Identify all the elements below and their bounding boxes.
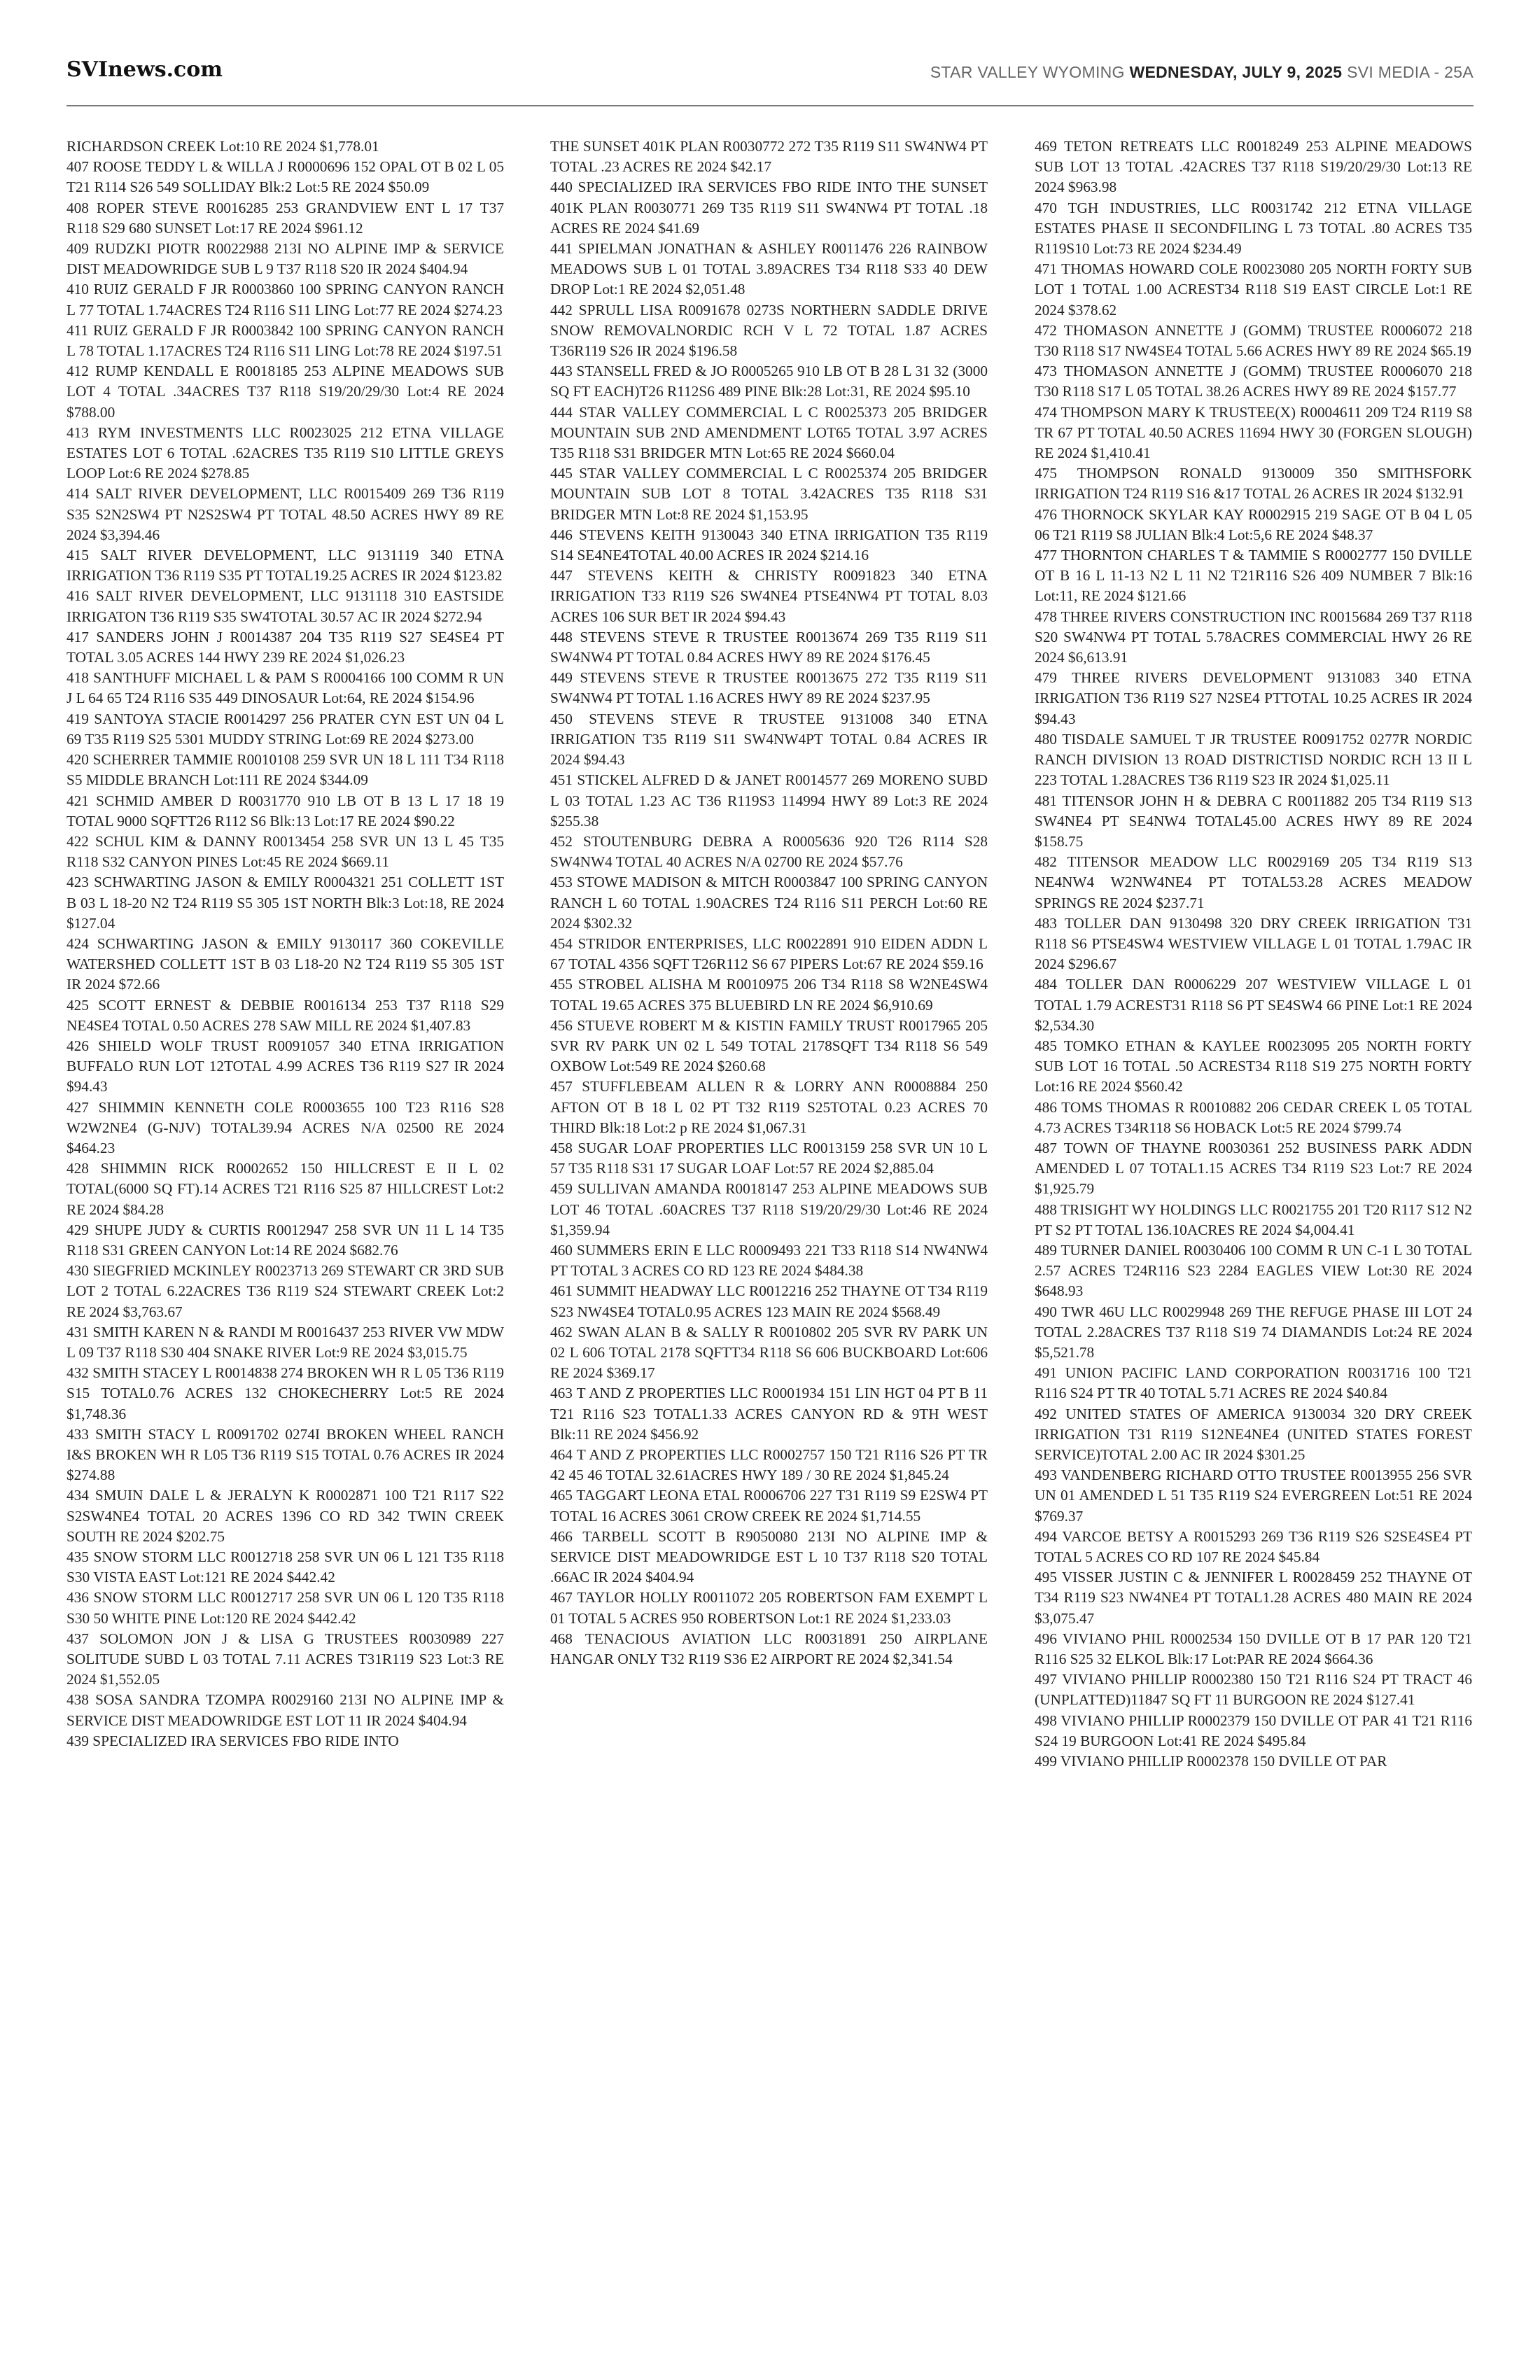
tax-entry: 498 VIVIANO PHILLIP R0002379 150 DVILLE OT PAR 41 T21 R116 S24 19 BURGOON Lot:41 RE 2024 $495.84 — [1035, 1712, 1472, 1749]
tax-entry: 415 SALT RIVER DEVELOPMENT, LLC 9131119 340 ETNA IRRIGATION T36 R119 S35 PT TOTAL19.25 ACRES IR 2024 $123.82 — [66, 547, 504, 584]
tax-entry: 426 SHIELD WOLF TRUST R0091057 340 ETNA IRRIGATION BUFFALO RUN LOT 12TOTAL 4.99 ACRES T36 R119 S27 IR 2024 $94.43 — [66, 1037, 504, 1096]
tax-entry: 451 STICKEL ALFRED D & JANET R0014577 269 MORENO SUBD L 03 TOTAL 1.23 AC T36 R119S3 114994 HWY 89 Lot:3 RE 2024 $255.38 — [550, 771, 988, 830]
tax-entry: 471 THOMAS HOWARD COLE R0023080 205 NORTH FORTY SUB LOT 1 TOTAL 1.00 ACREST34 R118 S19 EAST CIRCLE Lot:1 RE 2024 $378.62 — [1035, 260, 1472, 318]
tax-entry: 483 TOLLER DAN 9130498 320 DRY CREEK IRRIGATION T31 R118 S6 PTSE4SW4 WESTVIEW VILLAGE L 01 TOTAL 1.79AC IR 2024 $296.67 — [1035, 914, 1472, 973]
header-divider — [66, 105, 1474, 106]
tax-entry: 461 SUMMIT HEADWAY LLC R0012216 252 THAYNE OT T34 R119 S23 NW4SE4 TOTAL0.95 ACRES 123 MAIN RE 2024 $568.49 — [550, 1282, 988, 1320]
tax-entry: 446 STEVENS KEITH 9130043 340 ETNA IRRIGATION T35 R119 S14 SE4NE4TOTAL 40.00 ACRES IR 2024 $214.16 — [550, 526, 988, 564]
tax-entry: 441 SPIELMAN JONATHAN & ASHLEY R0011476 226 RAINBOW MEADOWS SUB L 01 TOTAL 3.89ACRES T34 R118 S33 40 DEW DROP Lot:1 RE 2024 $2,051.48 — [550, 240, 988, 298]
tax-entry: 450 STEVENS STEVE R TRUSTEE 9131008 340 ETNA IRRIGATION T35 R119 S11 SW4NW4PT TOTAL 0.84 ACRES IR 2024 $94.43 — [550, 710, 988, 769]
tax-entry: 414 SALT RIVER DEVELOPMENT, LLC R0015409 269 T36 R119 S35 S2N2SW4 PT N2S2SW4 PT TOTAL 48.50 ACRES HWY 89 RE 2024 $3,394.46 — [66, 485, 504, 543]
tax-entry: RICHARDSON CREEK Lot:10 RE 2024 $1,778.01 — [66, 138, 379, 155]
tax-entry: 433 SMITH STACY L R0091702 0274I BROKEN WHEEL RANCH I&S BROKEN WH R L05 T36 R119 S15 TOTAL 0.76 ACRES IR 2024 $274.88 — [66, 1425, 504, 1484]
tax-entry: 455 STROBEL ALISHA M R0010975 206 T34 R118 S8 W2NE4SW4 TOTAL 19.65 ACRES 375 BLUEBIRD LN RE 2024 $6,910.69 — [550, 976, 988, 1014]
tax-entry: 479 THREE RIVERS DEVELOPMENT 9131083 340 ETNA IRRIGATION T36 R119 S27 N2SE4 PTTOTAL 10.25 ACRES IR 2024 $94.43 — [1035, 669, 1472, 727]
tax-entry: 481 TITENSOR JOHN H & DEBRA C R0011882 205 T34 R119 S13 SW4NE4 PT SE4NW4 TOTAL45.00 ACRES HWY 89 RE 2024 $158.75 — [1035, 792, 1472, 850]
issue-date: WEDNESDAY, JULY 9, 2025 — [1129, 63, 1343, 81]
tax-entry: 419 SANTOYA STACIE R0014297 256 PRATER CYN EST UN 04 L 69 T35 R119 S25 5301 MUDDY STRING Lot:69 RE 2024 $273.00 — [66, 710, 504, 748]
tax-entry: 428 SHIMMIN RICK R0002652 150 HILLCREST E II L 02 TOTAL(6000 SQ FT).14 ACRES T21 R116 S25 87 HILLCREST Lot:2 RE 2024 $84.28 — [66, 1160, 504, 1218]
tax-entry: 434 SMUIN DALE L & JERALYN K R0002871 100 T21 R117 S22 S2SW4NE4 TOTAL 20 ACRES 1396 CO RD 342 TWIN CREEK SOUTH RE 2024 $202.75 — [66, 1487, 504, 1545]
tax-entry: 474 THOMPSON MARY K TRUSTEE(X) R0004611 209 T24 R119 S8 TR 67 PT TOTAL 40.50 ACRES 11694 HWY 30 (FORGEN SLOUGH) RE 2024 $1,410.41 — [1035, 403, 1472, 462]
tax-entry: 473 THOMASON ANNETTE J (GOMM) TRUSTEE R0006070 218 T30 R118 S17 L 05 TOTAL 38.26 ACRES HWY 89 RE 2024 $157.77 — [1035, 363, 1472, 400]
tax-entry: THE SUNSET 401K PLAN R0030772 272 T35 R119 S11 SW4NW4 PT TOTAL .23 ACRES RE 2024 $42.17 — [550, 138, 988, 176]
tax-entry: 459 SULLIVAN AMANDA R0018147 253 ALPINE MEADOWS SUB LOT 46 TOTAL .60ACRES T37 R118 S19/20/29/30 Lot:46 RE 2024 $1,359.94 — [550, 1180, 988, 1238]
tax-entry: 429 SHUPE JUDY & CURTIS R0012947 258 SVR UN 11 L 14 T35 R118 S31 GREEN CANYON Lot:14 RE 2024 $682.76 — [66, 1221, 504, 1259]
tax-entry: 442 SPRULL LISA R0091678 0273S NORTHERN SADDLE DRIVE SNOW REMOVALNORDIC RCH V L 72 TOTAL 1.87 ACRES T36R119 S26 IR 2024 $196.58 — [550, 301, 988, 360]
tax-entry: 486 TOMS THOMAS R R0010882 206 CEDAR CREEK L 05 TOTAL 4.73 ACRES T34R118 S6 HOBACK Lot:5 RE 2024 $799.74 — [1035, 1098, 1472, 1136]
tax-entry: 452 STOUTENBURG DEBRA A R0005636 920 T26 R114 S28 SW4NW4 TOTAL 40 ACRES N/A 02700 RE 2024 $57.76 — [550, 832, 988, 871]
tax-entry: 489 TURNER DANIEL R0030406 100 COMM R UN C-1 L 30 TOTAL 2.57 ACRES T24R116 S23 2284 EAGLES VIEW Lot:30 RE 2024 $648.93 — [1035, 1241, 1472, 1300]
tax-entry: 463 T AND Z PROPERTIES LLC R0001934 151 LIN HGT 04 PT B 11 T21 R116 S23 TOTAL1.33 ACRES CANYON RD & 9TH WEST Blk:11 RE 2024 $456.92 — [550, 1385, 988, 1443]
tax-entry: 448 STEVENS STEVE R TRUSTEE R0013674 269 T35 R119 S11 SW4NW4 PT TOTAL 0.84 ACRES HWY 89 RE 2024 $176.45 — [550, 628, 988, 666]
tax-entry: 491 UNION PACIFIC LAND CORPORATION R0031716 100 T21 R116 S24 PT TR 40 TOTAL 5.71 ACRES RE 2024 $40.84 — [1035, 1364, 1472, 1402]
tax-entry: 407 ROOSE TEDDY L & WILLA J R0000696 152 OPAL OT B 02 L 05 T21 R114 S26 549 SOLLIDAY Blk:2 Lot:5 RE 2024 $50.09 — [66, 158, 504, 196]
tax-entry: 444 STAR VALLEY COMMERCIAL L C R0025373 205 BRIDGER MOUNTAIN SUB 2ND AMENDMENT LOT65 TOTAL 3.97 ACRES T35 R118 S31 BRIDGER MTN Lot:65 RE 2024 $660.04 — [550, 403, 988, 462]
tax-entry: 485 TOMKO ETHAN & KAYLEE R0023095 205 NORTH FORTY SUB LOT 16 TOTAL .50 ACREST34 R118 S19 275 NORTH FORTY Lot:16 RE 2024 $560.42 — [1035, 1037, 1472, 1096]
tax-entry: 449 STEVENS STEVE R TRUSTEE R0013675 272 T35 R119 S11 SW4NW4 PT TOTAL 1.16 ACRES HWY 89 RE 2024 $237.95 — [550, 669, 988, 707]
tax-entry: 462 SWAN ALAN B & SALLY R R0010802 205 SVR RV PARK UN 02 L 606 TOTAL 2178 SQFTT34 R118 S6 606 BUCKBOARD Lot:606 RE 2024 $369.17 — [550, 1323, 988, 1382]
page-label: SVI MEDIA - 25A — [1347, 63, 1474, 81]
tax-entry: 422 SCHUL KIM & DANNY R0013454 258 SVR UN 13 L 45 T35 R118 S32 CANYON PINES Lot:45 RE 2024 $669.11 — [66, 832, 504, 871]
tax-entry: 456 STUEVE ROBERT M & KISTIN FAMILY TRUST R0017965 205 SVR RV PARK UN 02 L 549 TOTAL 2178SQFT T34 R118 S6 549 OXBOW Lot:549 RE 2024 $260.68 — [550, 1016, 988, 1075]
column-1 — [66, 136, 504, 2328]
tax-entry: 424 SCHWARTING JASON & EMILY 9130117 360 COKEVILLE WATERSHED COLLETT 1ST B 03 L18-20 N2 T24 R119 S5 305 1ST IR 2024 $72.66 — [66, 934, 504, 993]
tax-entry: 410 RUIZ GERALD F JR R0003860 100 SPRING CANYON RANCH L 77 TOTAL 1.74ACRES T24 R116 S11 LING Lot:77 RE 2024 $274.23 — [66, 281, 504, 318]
tax-entry: 472 THOMASON ANNETTE J (GOMM) TRUSTEE R0006072 218 T30 R118 S17 NW4SE4 TOTAL 5.66 ACRES HWY 89 RE 2024 $65.19 — [1035, 321, 1472, 360]
tax-entry: 467 TAYLOR HOLLY R0011072 205 ROBERTSON FAM EXEMPT L 01 TOTAL 5 ACRES 950 ROBERTSON Lot:1 RE 2024 $1,233.03 — [550, 1589, 988, 1627]
tax-entry: 488 TRISIGHT WY HOLDINGS LLC R0021755 201 T20 R117 S12 N2 PT S2 PT TOTAL 136.10ACRES RE 2024 $4,004.41 — [1035, 1200, 1472, 1238]
tax-entry: 470 TGH INDUSTRIES, LLC R0031742 212 ETNA VILLAGE ESTATES PHASE II SECONDFILING L 73 TOTAL .80 ACRES T35 R119S10 Lot:73 RE 2024 $234.49 — [1035, 199, 1472, 258]
tax-entry: 469 TETON RETREATS LLC R0018249 253 ALPINE MEADOWS SUB LOT 13 TOTAL .42ACRES T37 R118 S19/20/29/30 Lot:13 RE 2024 $963.98 — [1035, 138, 1472, 196]
masthead — [930, 63, 1474, 82]
tax-entry: 475 THOMPSON RONALD 9130009 350 SMITHSFORK IRRIGATION T24 R119 S16 &17 TOTAL 26 ACRES IR 2024 $132.91 — [1035, 465, 1472, 503]
tax-entry: 477 THORNTON CHARLES T & TAMMIE S R0002777 150 DVILLE OT B 16 L 11-13 N2 L 11 N2 T21R116 S26 409 NUMBER 7 Blk:16 Lot:11, RE 2024 $121.66 — [1035, 547, 1472, 605]
tax-entry: 430 SIEGFRIED MCKINLEY R0023713 269 STEWART CR 3RD SUB LOT 2 TOTAL 6.22ACRES T36 R119 S24 STEWART CREEK Lot:2 RE 2024 $3,763.67 — [66, 1262, 504, 1320]
tax-entry: 421 SCHMID AMBER D R0031770 910 LB OT B 13 L 17 18 19 TOTAL 9000 SQFTT26 R112 S6 Blk:13 Lot:17 RE 2024 $90.22 — [66, 792, 504, 830]
tax-entry: 466 TARBELL SCOTT B R9050080 213I NO ALPINE IMP & SERVICE DIST MEADOWRIDGE EST L 10 T37 R118 S20 TOTAL .66AC IR 2024 $404.94 — [550, 1527, 988, 1586]
tax-entry: 492 UNITED STATES OF AMERICA 9130034 320 DRY CREEK IRRIGATION T31 R119 S12NE4NE4 (UNITED STATES FOREST SERVICE)TOTAL 2.00 AC IR 2024 $301.25 — [1035, 1405, 1472, 1463]
site-name[interactable]: SVInews.com — [66, 57, 223, 82]
tax-entry: 460 SUMMERS ERIN E LLC R0009493 221 T33 R118 S14 NW4NW4 PT TOTAL 3 ACRES CO RD 123 RE 2024 $484.38 — [550, 1241, 988, 1280]
tax-entry: 490 TWR 46U LLC R0029948 269 THE REFUGE PHASE III LOT 24 TOTAL 2.28ACRES T37 R118 S19 74 DIAMANDIS Lot:24 RE 2024 $5,521.78 — [1035, 1303, 1472, 1361]
tax-entry: 478 THREE RIVERS CONSTRUCTION INC R0015684 269 T37 R118 S20 SW4NW4 PT TOTAL 5.78ACRES COMMERCIAL HWY 26 RE 2024 $6,613.91 — [1035, 608, 1472, 666]
tax-entry: 484 TOLLER DAN R0006229 207 WESTVIEW VILLAGE L 01 TOTAL 1.79 ACREST31 R118 S6 PT SE4SW4 66 PINE Lot:1 RE 2024 $2,534.30 — [1035, 976, 1472, 1034]
tax-entry: 496 VIVIANO PHIL R0002534 150 DVILLE OT B 17 PAR 120 T21 R116 S25 32 ELKOL Blk:17 Lot:PAR RE 2024 $664.36 — [1035, 1630, 1472, 1668]
tax-entry: 418 SANTHUFF MICHAEL L & PAM S R0004166 100 COMM R UN J L 64 65 T24 R116 S35 449 DINOSAUR Lot:64, RE 2024 $154.96 — [66, 669, 504, 707]
tax-entry: 476 THORNOCK SKYLAR KAY R0002915 219 SAGE OT B 04 L 05 06 T21 R119 S8 JULIAN Blk:4 Lot:5,6 RE 2024 $48.37 — [1035, 505, 1472, 543]
tax-entry: 409 RUDZKI PIOTR R0022988 213I NO ALPINE IMP & SERVICE DIST MEADOWRIDGE SUB L 9 T37 R118 S20 IR 2024 $404.94 — [66, 240, 504, 278]
column-3 — [1035, 136, 1472, 2328]
page-header — [66, 57, 1474, 94]
tax-entry: 412 RUMP KENDALL E R0018185 253 ALPINE MEADOWS SUB LOT 4 TOTAL .34ACRES T37 R118 S19/20/29/30 Lot:4 RE 2024 $788.00 — [66, 363, 504, 421]
tax-entry: 499 VIVIANO PHILLIP R0002378 150 DVILLE OT PAR — [1035, 1753, 1387, 1770]
tax-entry: 440 SPECIALIZED IRA SERVICES FBO RIDE INTO THE SUNSET 401K PLAN R0030771 269 T35 R119 S11 SW4NW4 PT TOTAL .18 ACRES RE 2024 $41.69 — [550, 178, 988, 237]
tax-entry: 494 VARCOE BETSY A R0015293 269 T36 R119 S26 S2SE4SE4 PT TOTAL 5 ACRES CO RD 107 RE 2024 $45.84 — [1035, 1527, 1472, 1566]
tax-entry: 438 SOSA SANDRA TZOMPA R0029160 213I NO ALPINE IMP & SERVICE DIST MEADOWRIDGE EST LOT 11 IR 2024 $404.94 — [66, 1691, 504, 1729]
tax-entry: 497 VIVIANO PHILLIP R0002380 150 T21 R116 S24 PT TRACT 46 (UNPLATTED)11847 SQ FT 11 BURGOON RE 2024 $127.41 — [1035, 1671, 1472, 1709]
tax-entry: 411 RUIZ GERALD F JR R0003842 100 SPRING CANYON RANCH L 78 TOTAL 1.17ACRES T24 R116 S11 LING Lot:78 RE 2024 $197.51 — [66, 321, 504, 360]
location: STAR VALLEY WYOMING — [930, 63, 1125, 81]
tax-entry: 445 STAR VALLEY COMMERCIAL L C R0025374 205 BRIDGER MOUNTAIN SUB LOT 8 TOTAL 3.42ACRES T35 R118 S31 BRIDGER MTN Lot:8 RE 2024 $1,153.95 — [550, 465, 988, 523]
tax-entry: 480 TISDALE SAMUEL T JR TRUSTEE R0091752 0277R NORDIC RANCH DIVISION 13 ROAD DISTRICTISD NORDIC RCH 13 II L 223 TOTAL 1.28ACRES T36 R119 S23 IR 2024 $1,025.11 — [1035, 730, 1472, 789]
tax-entry: 435 SNOW STORM LLC R0012718 258 SVR UN 06 L 121 T35 R118 S30 VISTA EAST Lot:121 RE 2024 $442.42 — [66, 1548, 504, 1586]
tax-entry: 468 TENACIOUS AVIATION LLC R0031891 250 AIRPLANE HANGAR ONLY T32 R119 S36 E2 AIRPORT RE 2024 $2,341.54 — [550, 1630, 988, 1668]
tax-entry: 436 SNOW STORM LLC R0012717 258 SVR UN 06 L 120 T35 R118 S30 50 WHITE PINE Lot:120 RE 2024 $442.42 — [66, 1589, 504, 1627]
tax-entry: 464 T AND Z PROPERTIES LLC R0002757 150 T21 R116 S26 PT TR 42 45 46 TOTAL 32.61ACRES HWY 189 / 30 RE 2024 $1,845.24 — [550, 1446, 988, 1484]
tax-entry: 432 SMITH STACEY L R0014838 274 BROKEN WH R L 05 T36 R119 S15 TOTAL0.76 ACRES 132 CHOKECHERRY Lot:5 RE 2024 $1,748.36 — [66, 1364, 504, 1422]
tax-entry: 454 STRIDOR ENTERPRISES, LLC R0022891 910 EIDEN ADDN L 67 TOTAL 4356 SQFT T26R112 S6 67 PIPERS Lot:67 RE 2024 $59.16 — [550, 934, 988, 973]
tax-entry: 437 SOLOMON JON J & LISA G TRUSTEES R0030989 227 SOLITUDE SUBD L 03 TOTAL 7.11 ACRES T31R119 S23 Lot:3 RE 2024 $1,552.05 — [66, 1630, 504, 1688]
tax-entry: 408 ROPER STEVE R0016285 253 GRANDVIEW ENT L 17 T37 R118 S29 680 SUNSET Lot:17 RE 2024 $961.12 — [66, 199, 504, 237]
tax-entry: 482 TITENSOR MEADOW LLC R0029169 205 T34 R119 S13 NE4NW4 W2NW4NE4 PT TOTAL53.28 ACRES MEADOW SPRINGS RE 2024 $237.71 — [1035, 853, 1472, 911]
tax-entry: 427 SHIMMIN KENNETH COLE R0003655 100 T23 R116 S28 W2W2NE4 (G-NJV) TOTAL39.94 ACRES N/A 02500 RE 2024 $464.23 — [66, 1098, 504, 1156]
tax-entry: 443 STANSELL FRED & JO R0005265 910 LB OT B 28 L 31 32 (3000 SQ FT EACH)T26 R112S6 489 PINE Blk:28 Lot:31, RE 2024 $95.10 — [550, 363, 988, 400]
tax-entry: 416 SALT RIVER DEVELOPMENT, LLC 9131118 310 EASTSIDE IRRIGATON T36 R119 S35 SW4TOTAL 30.57 AC IR 2024 $272.94 — [66, 587, 504, 625]
tax-entry: 487 TOWN OF THAYNE R0030361 252 BUSINESS PARK ADDN AMENDED L 07 TOTAL1.15 ACRES T34 R119 S23 Lot:7 RE 2024 $1,925.79 — [1035, 1139, 1472, 1198]
tax-entry: 447 STEVENS KEITH & CHRISTY R0091823 340 ETNA IRRIGATION T33 R119 S26 SW4NE4 PTSE4NW4 PT TOTAL 8.03 ACRES 106 SUR BET IR 2024 $94.43 — [550, 567, 988, 625]
tax-entry: 453 STOWE MADISON & MITCH R0003847 100 SPRING CANYON RANCH L 60 TOTAL 1.90ACRES T24 R116 S11 PERCH Lot:60 RE 2024 $302.32 — [550, 874, 988, 932]
tax-entry: 495 VISSER JUSTIN C & JENNIFER L R0028459 252 THAYNE OT T34 R119 S23 NW4NE4 PT TOTAL1.28 ACRES 480 MAIN RE 2024 $3,075.47 — [1035, 1569, 1472, 1627]
tax-entry: 431 SMITH KAREN N & RANDI M R0016437 253 RIVER VW MDW L 09 T37 R118 S30 404 SNAKE RIVER Lot:9 RE 2024 $3,015.75 — [66, 1323, 504, 1361]
tax-entry: 457 STUFFLEBEAM ALLEN R & LORRY ANN R0008884 250 AFTON OT B 18 L 02 PT T32 R119 S25TOTAL 0.23 ACRES 70 THIRD Blk:18 Lot:2 p RE 2024 $1,067.31 — [550, 1078, 988, 1136]
tax-entry: 458 SUGAR LOAF PROPERTIES LLC R0013159 258 SVR UN 10 L 57 T35 R118 S31 17 SUGAR LOAF Lot:57 RE 2024 $2,885.04 — [550, 1139, 988, 1177]
tax-entry: 420 SCHERRER TAMMIE R0010108 259 SVR UN 18 L 111 T34 R118 S5 MIDDLE BRANCH Lot:111 RE 2024 $344.09 — [66, 751, 504, 789]
tax-entry: 417 SANDERS JOHN J R0014387 204 T35 R119 S27 SE4SE4 PT TOTAL 3.05 ACRES 144 HWY 239 RE 2024 $1,026.23 — [66, 628, 504, 666]
tax-entry: 439 SPECIALIZED IRA SERVICES FBO RIDE INTO — [66, 1732, 399, 1749]
tax-entry: 465 TAGGART LEONA ETAL R0006706 227 T31 R119 S9 E2SW4 PT TOTAL 16 ACRES 3061 CROW CREEK RE 2024 $1,714.55 — [550, 1487, 988, 1525]
tax-entry: 423 SCHWARTING JASON & EMILY R0004321 251 COLLETT 1ST B 03 L 18-20 N2 T24 R119 S5 305 1ST NORTH Blk:3 Lot:18, RE 2024 $127.04 — [66, 874, 504, 932]
tax-entry: 413 RYM INVESTMENTS LLC R0023025 212 ETNA VILLAGE ESTATES LOT 6 TOTAL .62ACRES T35 R119 S10 LITTLE GREYS LOOP Lot:6 RE 2024 $278.85 — [66, 424, 504, 482]
tax-entry: 425 SCOTT ERNEST & DEBBIE R0016134 253 T37 R118 S29 NE4SE4 TOTAL 0.50 ACRES 278 SAW MILL RE 2024 $1,407.83 — [66, 996, 504, 1034]
tax-entry: 493 VANDENBERG RICHARD OTTO TRUSTEE R0013955 256 SVR UN 01 AMENDED L 51 T35 R119 S24 EVERGREEN Lot:51 RE 2024 $769.37 — [1035, 1466, 1472, 1525]
column-2 — [550, 136, 988, 2328]
